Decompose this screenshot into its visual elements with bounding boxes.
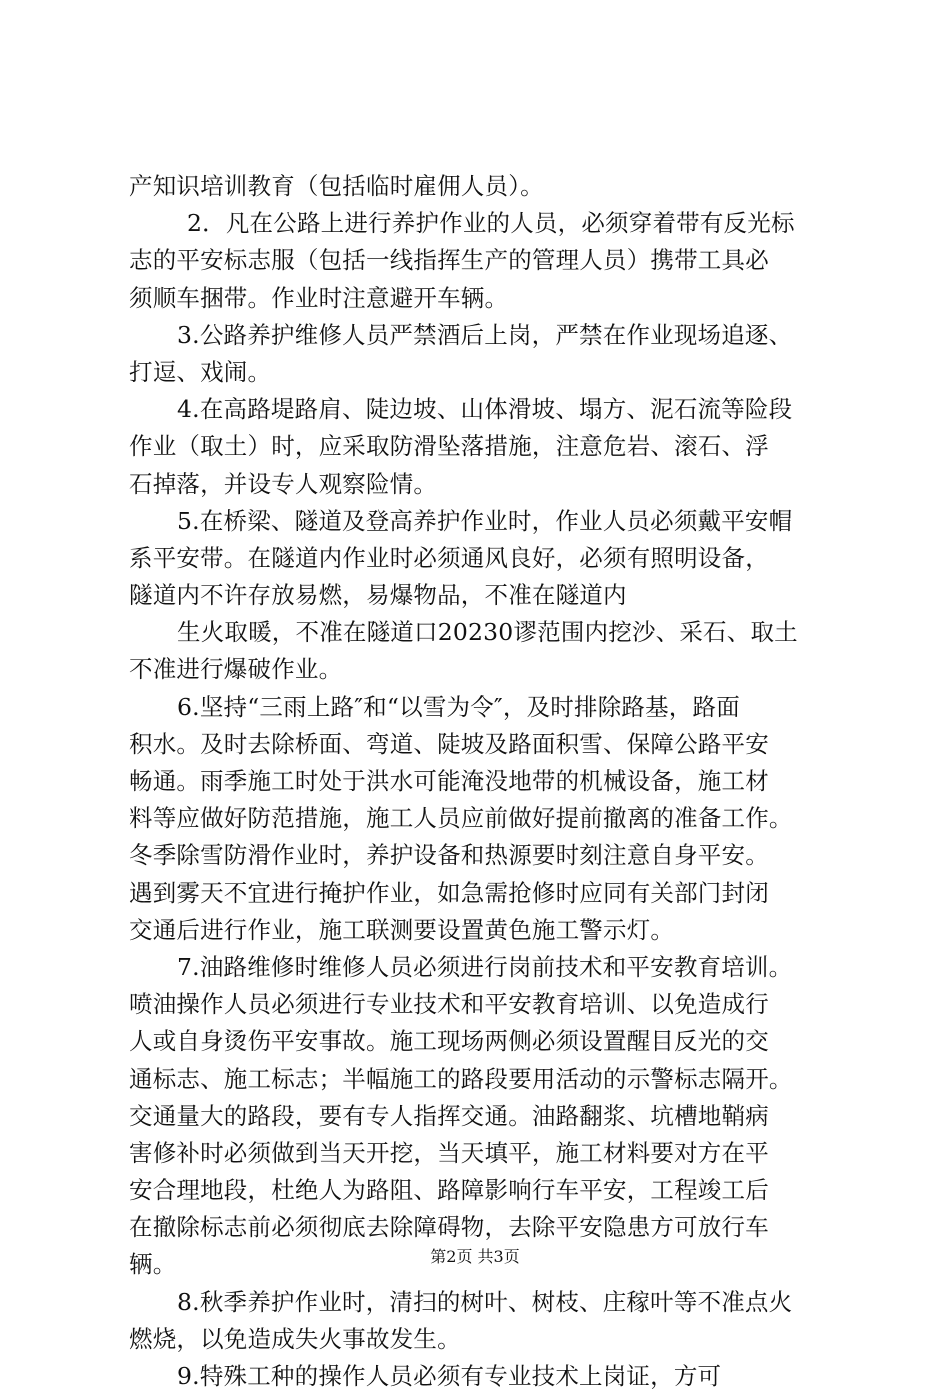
text-line: 积水。及时去除桥面、弯道、陡坡及路面积雪、保障公路平安 bbox=[129, 729, 769, 758]
text-line: 5.在桥梁、隧道及登高养护作业时，作业人员必须戴平安帽 bbox=[177, 506, 793, 535]
page-number-label: 第2页 共3页 bbox=[430, 1247, 520, 1266]
body-text bbox=[129, 168, 839, 1395]
text-line: 石掉落，并设专人观察险情。 bbox=[129, 469, 438, 498]
text-line: 安合理地段，杜绝人为路阻、路障影响行车平安，工程竣工后 bbox=[129, 1176, 769, 1205]
page-footer bbox=[0, 1247, 950, 1267]
text-line: 生火取暖，不准在隧道口20230谬范围内挖沙、采石、取土 bbox=[177, 618, 798, 647]
text-line: 人或自身烫伤平安事故。施工现场两侧必须设置醒目反光的交 bbox=[129, 1027, 769, 1056]
text-line: 系平安带。在隧道内作业时必须通风良好，必须有照明设备， bbox=[129, 543, 769, 572]
text-line: 交通后进行作业，施工联测要设置黄色施工警示灯。 bbox=[129, 915, 675, 944]
text-line: 4.在高路堤路肩、陡边坡、山体滑坡、塌方、泥石流等险段 bbox=[177, 395, 793, 424]
text-line: 3.公路养护维修人员严禁酒后上岗，严禁在作业现场追逐、 bbox=[177, 320, 793, 349]
text-line: 志的平安标志服（包括一线指挥生产的管理人员）携带工具必 bbox=[129, 246, 769, 275]
text-line: 6.坚持“三雨上路″和“以雪为令″，及时排除路基，路面 bbox=[177, 692, 740, 721]
text-line: 在撤除标志前必须彻底去除障碍物，去除平安隐患方可放行车 bbox=[129, 1213, 769, 1242]
text-line: 7.油路维修时维修人员必须进行岗前技术和平安教育培训。 bbox=[177, 952, 793, 981]
text-line: 隧道内不许存放易燃，易爆物品，不准在隧道内 bbox=[129, 581, 627, 610]
text-line: 2．凡在公路上进行养护作业的人员，必须穿着带有反光标 bbox=[187, 209, 795, 238]
text-line: 通标志、施工标志；半幅施工的路段要用活动的示警标志隔开。 bbox=[129, 1064, 793, 1093]
text-line: 交通量大的路段，要有专人指挥交通。油路翻浆、坑槽地鞘病 bbox=[129, 1101, 769, 1130]
text-line: 不准进行爆破作业。 bbox=[129, 655, 343, 684]
text-line: 遇到雾天不宜进行掩护作业，如急需抢修时应同有关部门封闭 bbox=[129, 878, 769, 907]
text-line: 辆。 bbox=[129, 1250, 177, 1279]
text-line: 8.秋季养护作业时，清扫的树叶、树枝、庄稼叶等不准点火 bbox=[177, 1287, 793, 1316]
text-line: 燃烧，以免造成失火事故发生。 bbox=[129, 1324, 461, 1353]
text-line: 作业（取土）时，应采取防滑坠落措施，注意危岩、滚石、浮 bbox=[129, 432, 769, 461]
text-line: 9.特殊工种的操作人员必须有专业技术上岗证，方可 bbox=[177, 1362, 722, 1390]
text-line: 害修补时必须做到当天开挖，当天填平，施工材料要对方在平 bbox=[129, 1138, 769, 1167]
text-line: 须顺车捆带。作业时注意避开车辆。 bbox=[129, 283, 509, 312]
text-line: 产知识培训教育（包括临时雇佣人员）。 bbox=[129, 172, 544, 200]
text-line: 喷油操作人员必须进行专业技术和平安教育培训、以免造成行 bbox=[129, 990, 769, 1019]
text-line: 打逗、戏闹。 bbox=[129, 357, 272, 386]
text-line: 畅通。雨季施工时处于洪水可能淹没地带的机械设备，施工材 bbox=[129, 767, 769, 795]
text-line: 冬季除雪防滑作业时，养护设备和热源要时刻注意自身平安。 bbox=[129, 841, 769, 870]
text-line: 料等应做好防范措施，施工人员应前做好提前撤离的准备工作。 bbox=[129, 804, 793, 833]
